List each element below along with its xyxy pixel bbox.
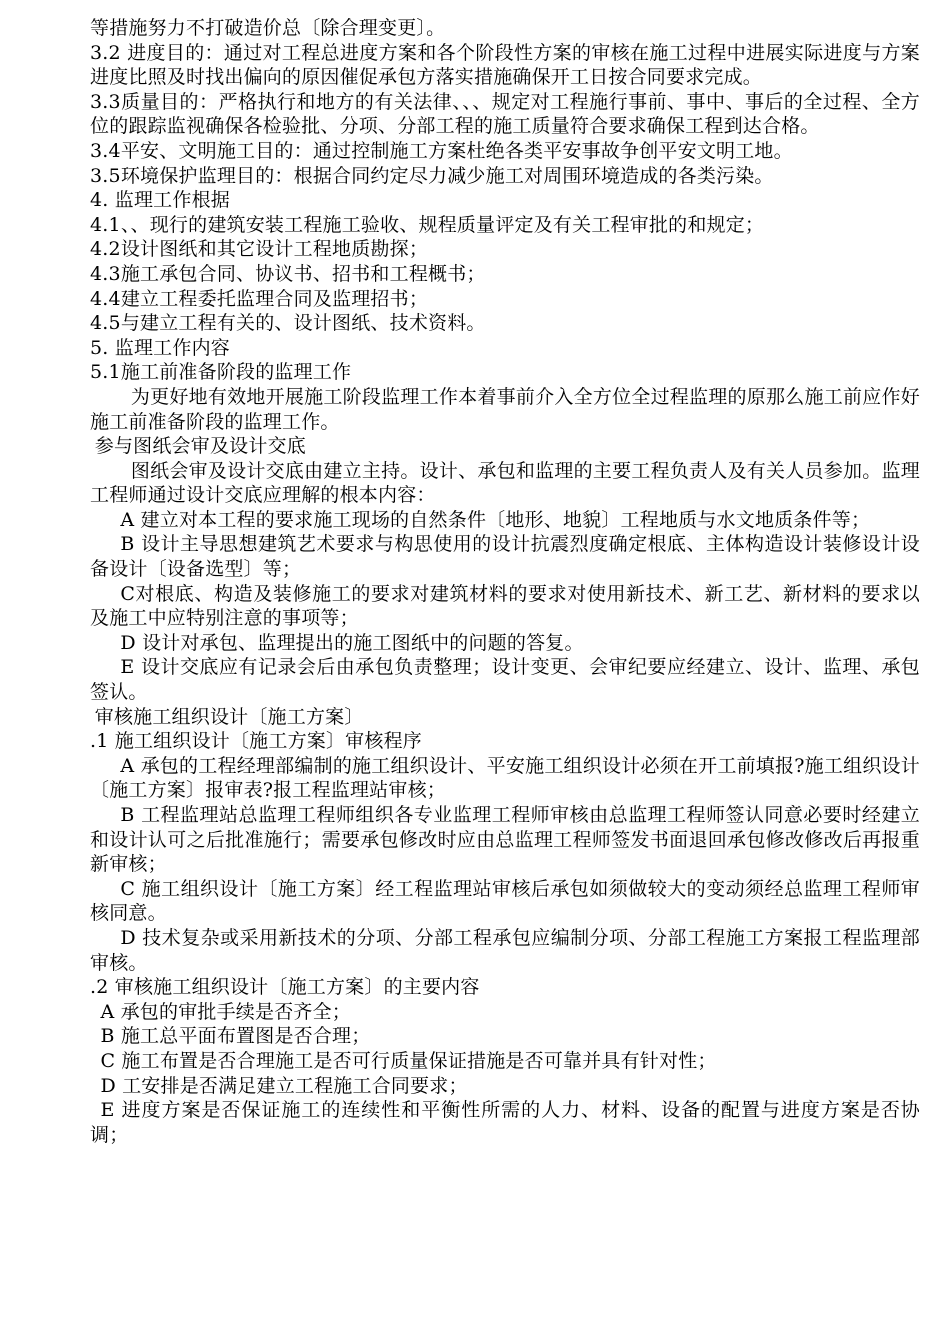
item-procedure-a: A 承包的工程经理部编制的施工组织设计、平安施工组织设计必须在开工前填报?施工组织设计〔施工方案〕报审表?报工程监理站审核； <box>90 754 920 802</box>
paragraph-3-5-environment-goal: 3.5环境保护监理目的：根据合同约定尽力减少施工对周围环境造成的各类污染。 <box>90 164 774 187</box>
item-drawing-e: E 设计交底应有记录会后由承包负责整理；设计变更、会审纪要应经建立、设计、监理、承包签认。 <box>90 656 920 704</box>
heading-review-construction-design: 审核施工组织设计〔施工方案〕 <box>94 705 364 728</box>
paragraph-3-3-quality-goal: 3.3质量目的：严格执行和地方的有关法律、、、规定对工程施行事前、事中、事后的全过程、全方位的跟踪监视确保各检验批、分项、分部工程的施工质量符合要求确保工程到达合格。 <box>90 90 920 138</box>
item-drawing-a: A 建立对本工程的要求施工现场的自然条件〔地形、地貌〕工程地质与水文地质条件等； <box>120 508 871 531</box>
item-drawing-d: D 设计对承包、监理提出的施工图纸中的问题的答复。 <box>120 631 584 654</box>
paragraph-4-1: 4.1、、现行的建筑安装工程施工验收、规程质量评定及有关工程审批的和规定； <box>90 213 765 236</box>
paragraph-preparation-intro: 为更好地有效地开展施工阶段监理工作本着事前介入全方位全过程监理的原那么施工前应作好施工前准备阶段的监理工作。 <box>90 385 920 433</box>
heading-review-procedure: .1 施工组织设计〔施工方案〕审核程序 <box>90 730 422 753</box>
paragraph-cost-control-end: 等措施努力不打破造价总〔除合理变更〕。 <box>90 17 446 39</box>
item-content-e: E 进度方案是否保证施工的连续性和平衡性所需的人力、材料、设备的配置与进度方案是否协调； <box>90 1099 920 1146</box>
paragraph-4-5: 4.5与建立工程有关的、设计图纸、技术资料。 <box>90 312 486 335</box>
heading-4-basis: 4. 监理工作根据 <box>90 189 230 212</box>
heading-5-content: 5. 监理工作内容 <box>90 336 230 359</box>
paragraph-3-4-safety-goal: 3.4平安、文明施工目的：通过控制施工方案杜绝各类平安事故争创平安文明工地。 <box>90 139 793 162</box>
item-procedure-c: C 施工组织设计〔施工方案〕经工程监理站审核后承包如须做较大的变动须经总监理工程师审核同意。 <box>90 877 920 925</box>
item-content-c: C 施工布置是否合理施工是否可行质量保证措施是否可靠并具有针对性； <box>100 1049 717 1072</box>
paragraph-drawing-review: 图纸会审及设计交底由建立主持。设计、承包和监理的主要工程负责人及有关人员参加。监理工程师通过设计交底应理解的根本内容： <box>90 459 920 507</box>
item-content-b: B 施工总平面布置图是否合理； <box>100 1025 371 1048</box>
item-content-a: A 承包的审批手续是否齐全； <box>100 1000 351 1023</box>
item-content-d: D 工安排是否满足建立工程施工合同要求； <box>100 1074 468 1097</box>
item-procedure-d: D 技术复杂或采用新技术的分项、分部工程承包应编制分项、分部工程施工方案报工程监理部审核。 <box>90 926 920 974</box>
document-body <box>90 16 920 1147</box>
paragraph-4-2: 4.2设计图纸和其它设计工程地质勘探； <box>90 238 429 261</box>
heading-5-1-preparation: 5.1施工前准备阶段的监理工作 <box>90 361 352 384</box>
paragraph-4-4: 4.4建立工程委托监理合同及监理招书； <box>90 287 429 310</box>
heading-review-content: .2 审核施工组织设计〔施工方案〕的主要内容 <box>90 976 480 999</box>
heading-drawing-review: 参与图纸会审及设计交底 <box>94 435 306 458</box>
item-drawing-b: B 设计主导思想建筑艺术要求与构思使用的设计抗震烈度确定根底、主体构造设计装修设计设备设计〔设备选型〕等； <box>90 533 920 581</box>
item-drawing-c: C对根底、构造及装修施工的要求对建筑材料的要求对使用新技术、新工艺、新材料的要求以及施工中应特别注意的事项等； <box>90 582 920 630</box>
paragraph-3-2-schedule-goal: 3.2 进度目的：通过对工程总进度方案和各个阶段性方案的审核在施工过程中进展实际进度与方案进度比照及时找出偏向的原因催促承包方落实措施确保开工日按合同要求完成。 <box>90 41 920 89</box>
item-procedure-b: B 工程监理站总监理工程师组织各专业监理工程师审核由总监理工程师签认同意必要时经建立和设计认可之后批准施行；需要承包修改时应由总监理工程师签发书面退回承包修改修改后再报重新审核； <box>90 804 920 876</box>
paragraph-4-3: 4.3施工承包合同、协议书、招书和工程概书； <box>90 262 486 285</box>
